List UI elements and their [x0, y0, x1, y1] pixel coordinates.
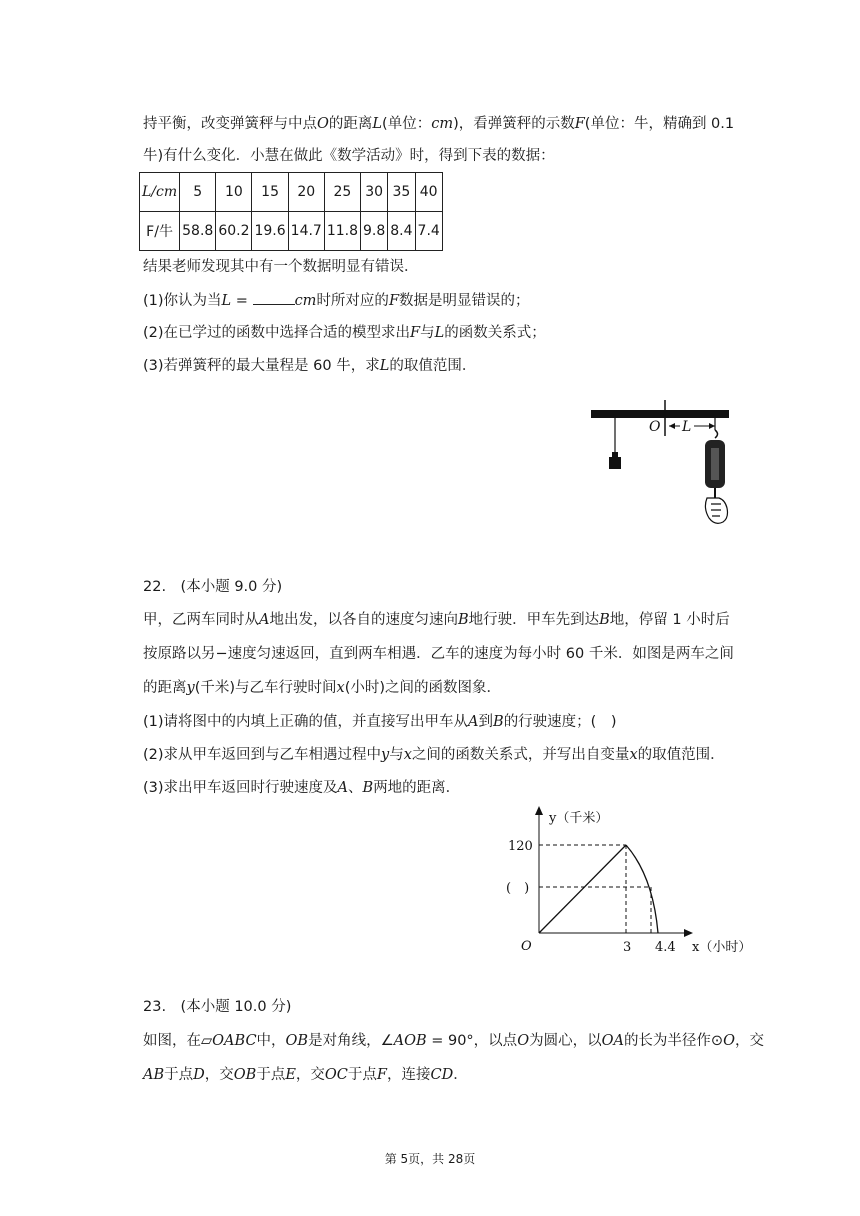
- table-head-F: F/牛: [140, 212, 180, 251]
- math-var: L: [372, 116, 383, 132]
- text: ，连接: [386, 1067, 431, 1083]
- text: 于点: [347, 1067, 377, 1083]
- math-var: x: [403, 747, 412, 763]
- text: ，交: [295, 1067, 325, 1083]
- data-table: [139, 172, 443, 251]
- math-var: AB: [143, 1067, 165, 1083]
- text: 的取值范围．: [389, 358, 477, 374]
- table-head-L: L/cm: [140, 173, 180, 212]
- p23-line-2: [143, 1065, 468, 1085]
- lever-figure: [585, 398, 735, 533]
- scale-hook: [715, 430, 718, 438]
- table-cell: 25: [324, 173, 360, 212]
- p22-question-3: [143, 778, 460, 798]
- text: 与: [420, 325, 435, 341]
- x-axis-arrow: [684, 929, 693, 937]
- math-var: F: [376, 1067, 387, 1083]
- p21-question-1: [143, 290, 530, 311]
- text: 中，: [256, 1033, 286, 1049]
- text: 与: [389, 747, 404, 763]
- p22-line-2: 按原路以另−速度匀速返回，直到两车相遇．乙车的速度为每小时 60 千米．如图是两车之间: [143, 646, 734, 662]
- p22-question-1: [143, 712, 617, 732]
- text: 的距离: [328, 116, 373, 132]
- text: 、: [348, 780, 363, 796]
- table-cell: 20: [288, 173, 324, 212]
- table-cell: 60.2: [216, 212, 252, 251]
- p21-intro-line-1: [143, 114, 734, 134]
- y-tick-label-blank: ( ): [506, 881, 530, 896]
- p22-question-2: [143, 745, 725, 765]
- text: 地，停留 1 小时后: [609, 612, 730, 628]
- distance-time-graph: [495, 800, 760, 960]
- text: )，看弹簧秤的示数: [453, 116, 575, 132]
- table-cell: 9.8: [361, 212, 388, 251]
- text: 之间的函数关系式，并写出自变量: [411, 747, 630, 763]
- text: 数据是明显错误的；: [399, 293, 530, 309]
- weight: [609, 457, 621, 469]
- math-var: L: [379, 358, 390, 374]
- math-var: y: [381, 747, 390, 763]
- math-var: D: [193, 1067, 205, 1083]
- table-cell: 19.6: [252, 212, 288, 251]
- p21-result: 结果老师发现其中有一个数据明显有错误．: [143, 259, 419, 275]
- math-var: x: [629, 747, 638, 763]
- math-var: OB: [285, 1033, 309, 1049]
- table-cell: 58.8: [180, 212, 216, 251]
- math-var: B: [493, 714, 504, 730]
- text: 的距离: [143, 680, 187, 696]
- math-var: CD: [430, 1067, 454, 1083]
- text: (单位：: [382, 116, 432, 132]
- math-var: OABC: [212, 1033, 257, 1049]
- text: 为圆心，以: [529, 1033, 602, 1049]
- table-cell: 40: [415, 173, 442, 212]
- math-var: B: [362, 780, 374, 796]
- distance-label-L: L: [682, 419, 692, 435]
- text: (单位：牛，精确到 0.1: [584, 116, 735, 132]
- table-cell: 15: [252, 173, 288, 212]
- arrow-head-right: [709, 423, 715, 429]
- p22-line-3: [143, 678, 501, 698]
- x-tick-label-3: 3: [623, 940, 632, 955]
- math-var: OB: [233, 1067, 257, 1083]
- text: 如图，在▱: [143, 1033, 213, 1049]
- text: 于点: [164, 1067, 194, 1083]
- y-axis-arrow: [535, 806, 543, 815]
- text: 的函数关系式；: [444, 325, 546, 341]
- hand: [705, 498, 727, 523]
- x-tick-label-4.4: 4.4: [655, 940, 676, 955]
- spring-scale-mark: [711, 448, 719, 480]
- page-footer: 第 5页，共 28页: [384, 1152, 476, 1166]
- table-row-F: [140, 212, 443, 251]
- table-cell: 14.7: [288, 212, 324, 251]
- text: (1)请将图中的内填上正确的值，并直接写出甲车从: [143, 714, 469, 730]
- text: ，交: [204, 1067, 234, 1083]
- math-var: F: [574, 116, 585, 132]
- table-cell: 7.4: [415, 212, 442, 251]
- text: (3)求出甲车返回时行驶速度及: [143, 780, 338, 796]
- text: (千米)与乙车行驶时间: [194, 680, 337, 696]
- text: 两地的距离．: [373, 780, 461, 796]
- math-var: AOB: [393, 1033, 427, 1049]
- table-cell: 8.4: [388, 212, 415, 251]
- text: (2)求从甲车返回到与乙车相遇过程中: [143, 747, 382, 763]
- math-var: y: [186, 680, 195, 696]
- math-var: cm: [431, 116, 454, 132]
- p22-line-1: [143, 610, 730, 630]
- table-row-L: [140, 173, 443, 212]
- origin-label: O: [521, 939, 532, 954]
- graph-curve-return: [626, 845, 658, 933]
- table-cell: 35: [388, 173, 415, 212]
- text: (小时)之间的函数图象．: [344, 680, 502, 696]
- text: ，交: [734, 1033, 764, 1049]
- table-cell: 11.8: [324, 212, 360, 251]
- arrow-head-left: [669, 423, 675, 429]
- p21-question-2: [143, 323, 546, 343]
- pivot-label-O: O: [649, 419, 661, 435]
- math-var: O: [517, 1033, 530, 1049]
- text: 地出发，以各自的速度匀速向: [269, 612, 458, 628]
- math-var: O: [317, 116, 329, 132]
- y-tick-label-120: 120: [508, 839, 533, 854]
- math-var: A: [468, 714, 479, 730]
- p23-header: 23. (本小题 10.0 分): [143, 999, 292, 1015]
- math-var: OC: [324, 1067, 348, 1083]
- text: 的行驶速度；( ): [503, 714, 617, 730]
- text: 于点: [256, 1067, 286, 1083]
- text: 到: [478, 714, 494, 730]
- p23-line-1: [143, 1031, 764, 1051]
- text: 持平衡，改变弹簧秤与中点: [143, 116, 317, 132]
- math-var: A: [259, 612, 270, 628]
- weight-top: [612, 452, 618, 457]
- x-axis-label: x（小时）: [692, 940, 752, 955]
- math-var: L: [221, 293, 232, 309]
- table-cell: 30: [361, 173, 388, 212]
- graph-segment-rise: [539, 845, 626, 933]
- p21-intro-line-2: 牛)有什么变化．小慧在做此《数学活动》时，得到下表的数据：: [143, 148, 555, 164]
- text: 的取值范围．: [637, 747, 725, 763]
- text: 地行驶．甲车先到达: [468, 612, 600, 628]
- math-var: x: [336, 680, 345, 696]
- text: =: [231, 293, 253, 309]
- p21-question-3: [143, 356, 476, 376]
- table-cell: 10: [216, 173, 252, 212]
- math-var: cm: [294, 293, 317, 309]
- math-var: O: [723, 1033, 735, 1049]
- text: (2)在已学过的函数中选择合适的模型求出: [143, 325, 411, 341]
- text: 是对角线，∠: [308, 1033, 394, 1049]
- text: 时所对应的: [316, 293, 389, 309]
- math-var: E: [285, 1067, 296, 1083]
- text: 甲，乙两车同时从: [143, 612, 259, 628]
- math-var: OA: [601, 1033, 624, 1049]
- text: (3)若弹簧秤的最大量程是 60 牛，求: [143, 358, 380, 374]
- answer-blank: [253, 290, 295, 305]
- math-var: F: [410, 325, 421, 341]
- p22-header: 22. (本小题 9.0 分): [143, 579, 283, 595]
- y-axis-label: y（千米）: [549, 811, 609, 826]
- text: ．: [453, 1067, 468, 1083]
- table-cell: 5: [180, 173, 216, 212]
- math-var: B: [457, 612, 469, 628]
- lever-bar: [591, 410, 729, 418]
- math-var: B: [599, 612, 610, 628]
- math-var: F: [388, 293, 399, 309]
- text: (1)你认为当: [143, 293, 222, 309]
- text: 的长为半径作⊙: [623, 1033, 724, 1049]
- math-var: L: [434, 325, 445, 341]
- math-var: A: [337, 780, 349, 796]
- text: = 90°，以点: [426, 1033, 518, 1049]
